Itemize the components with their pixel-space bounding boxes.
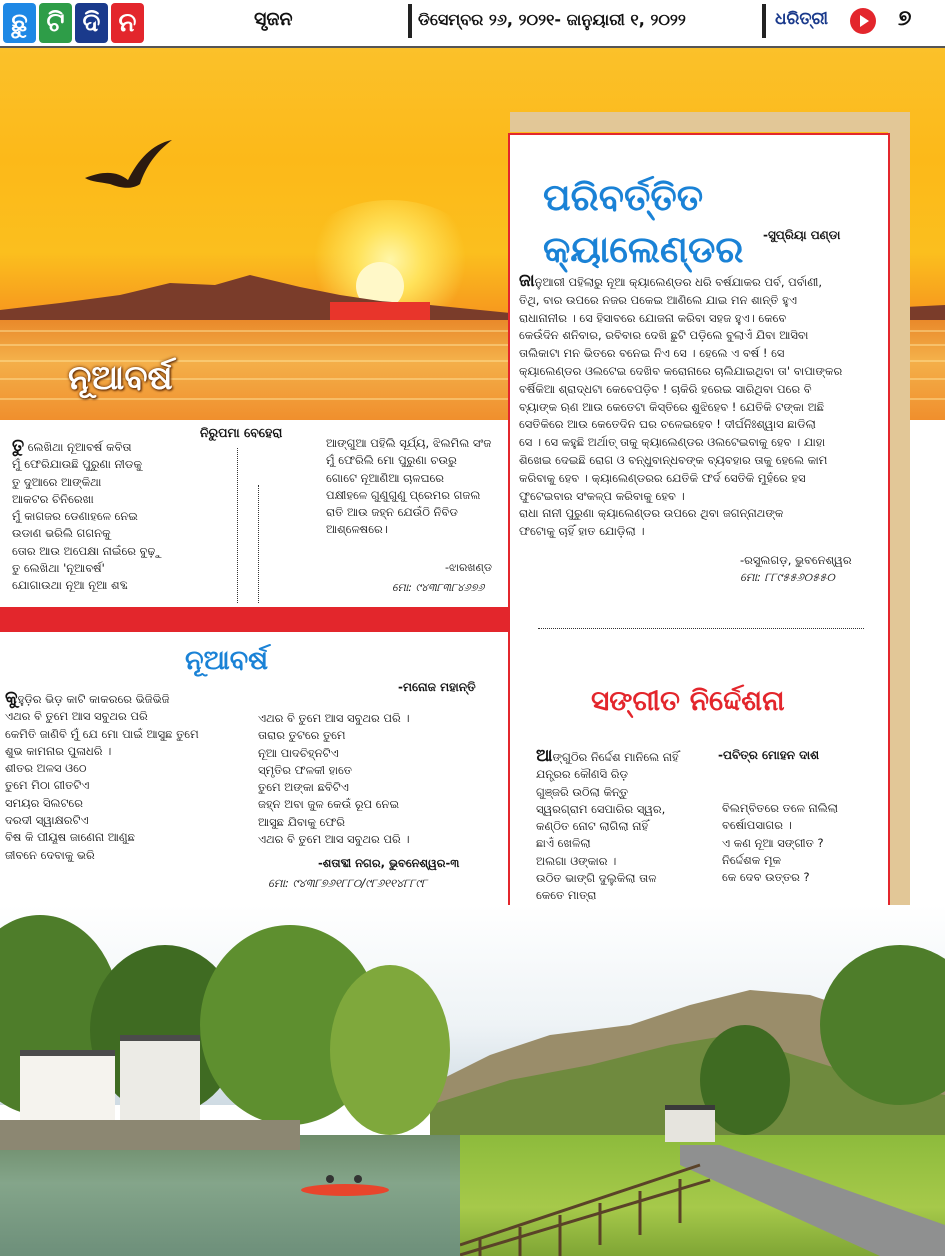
- poem-line: ଏ କଣ ନୂଆ ସଙ୍ଗୀତ ?: [722, 835, 824, 850]
- article1-place: -ରସୁଲଗଡ଼, ଭୁବନେଶ୍ୱର: [740, 553, 852, 567]
- poem-line: ଶୀତର ଅଳସ ଓଠେ: [5, 761, 87, 776]
- poem-line: ତାରାର ତୁଟରେ ତୁମେ: [258, 728, 346, 743]
- article1-title-line1: ପରିବର୍ତ୍ତିତ: [543, 176, 704, 219]
- poem-line: ତୁ ଲେଖିଥା 'ନୂଆବର୍ଷ': [12, 561, 105, 576]
- poem-line: ଶୁଭ କାମନାର ପୁଳାଧରି ।: [5, 743, 112, 758]
- article-line: ବର୍ଷିକିଆ ଶ୍ରାଦ୍ଧଟା କେବେପଡ଼ିବ ! ଚାକିରି ହରେଇ ସାରିଥିବା ପରେ ବି: [519, 381, 812, 396]
- poem-line: ଯୋଗାଉଥା ନୂଆ ନୂଆ ଶବ୍ଦ: [12, 578, 128, 593]
- tan-frame-top: [510, 112, 910, 132]
- poem1-place: -ଝାରଖଣ୍ଡ: [445, 561, 492, 574]
- article2-title: ସଙ୍ଗୀତ ନିର୍ଦ୍ଦେଶନା: [591, 684, 785, 717]
- article1-title: [543, 172, 743, 276]
- article-line: କରିବାକୁ ହେବ । କ୍ୟାଲେଣ୍ଡରର ଯେତିକି ଫର୍ଦ ସେତିକି ମୁହଁରେ ହସ: [519, 470, 806, 485]
- article-line: ରାଧାନାନୀର । ସେ ହିସାବରେ ଯୋଜନା କରିବା ସହଜ ହୁଏ। କେବେ: [519, 310, 787, 325]
- article-line: ଫୁଟେଇବାର ସଂକଳ୍ପ କରିବାକୁ ହେବ ।: [519, 488, 685, 503]
- drop-cap: ତୁ: [12, 436, 25, 456]
- poem-line: ଏଥର ବି ତୁମେ ଆସ ସବୁଥର ପରି: [5, 709, 148, 724]
- poem-nirupama: [0, 420, 510, 606]
- poem-line: ମୁଁ ଫେରିଲି ମୋ ପୁରୁଣା ଚଉରୁ: [326, 453, 457, 468]
- poem-line: ତୁ ଦୁଆରେ ଆଙ୍କିଥା: [12, 474, 102, 489]
- poem1-author: ନିରୁପମା ବେହେରା: [200, 425, 283, 440]
- poem-line: ଆସୁଛ ଯିବାକୁ ଫେରି: [258, 814, 346, 829]
- poem-line: ରାତି ଆଉ ଜହ୍ନ ଯେଉଁଠି ନିବିଡ: [326, 505, 458, 520]
- poem-line: ଜୀବନେ ଦେବାକୁ ଭରି: [5, 847, 95, 862]
- article-line: ଶିଖେଇ ଦେଇଛି ରୋଗ ଓ ବନ୍ଧୁବାନ୍ଧବଙ୍କ ବ୍ୟବହାର ତାକୁ ହେଲେ କାମ: [519, 452, 828, 467]
- poem-line: ଏଥର ବି ତୁମେ ଆସ ସବୁଥର ପରି ।: [258, 832, 410, 847]
- column-divider: [258, 485, 259, 603]
- poem-line: ମୁଁ ଫେରିଯାଉଛି ପୁରୁଣା ନୀଡକୁ: [12, 457, 142, 472]
- article-line: ତାଲିକାଟା ମନ ଭିତରେ ବନେଇ ନିଏ ସେ । ହେଲେ ଏ ବର୍ଷ ! ସେ: [519, 346, 785, 361]
- page-number: ୭: [898, 6, 912, 31]
- logo-tile-3: ଦି: [75, 3, 108, 43]
- article-line: ଜାନୁଆରୀ ପହିଲାରୁ ନୂଆ କ୍ୟାଲେଣ୍ଡର ଧରି ବର୍ଷଯାକର ପର୍ବ, ପର୍ବାଣୀ,: [519, 271, 823, 291]
- logo-tile-1: ଛୁ: [3, 3, 36, 43]
- poem-line: ଗୋଟେ ନୂଆଣିଆ ଚାଳଘରେ: [326, 470, 444, 485]
- article2-col2: [722, 800, 838, 886]
- poem-line: କେତେ ମାତ୍ରା: [536, 888, 597, 903]
- article-line: କ୍ୟାଲେଣ୍ଡର ଓଲଟେଇ ଦେଖିବ କରୋନାରେ ଚାଲିଯାଇଥିବା ତା' ବାପାଙ୍କର: [519, 363, 843, 378]
- column-divider: [237, 448, 238, 603]
- poem-line: ଜହ୍ନ ଅବା ଜୁଳ କେଉଁ ରୂପ ନେଇ: [258, 797, 400, 812]
- poem-line: ନିର୍ଦ୍ଦେଶକ ମୂକ: [722, 852, 781, 867]
- article-line: ସେତିକିରେ ଆଉ କେତେଦିନ ଘର ଚଳେଇହେବ ! ଦୀର୍ଘନିଃଶ୍ୱାସ ଛାଡିଲା: [519, 417, 816, 432]
- poem-line: ନୂଆ ପାଦଚିହ୍ନଟିଏ: [258, 745, 339, 760]
- drop-cap: ଆ: [536, 746, 553, 766]
- poem-line: ପକ୍ଷୀହଳେ ଗୁଣୁଗୁଣୁ ପ୍ରେମର ଗଜଲ: [326, 487, 481, 502]
- header-divider-left: [408, 4, 412, 38]
- article-separator: [538, 628, 864, 629]
- article-line: ସେ । ସେ କହୁଛି ଅର୍ଥାତ୍ ତାକୁ କ୍ୟାଲେଣ୍ଡର ଓଲଟେଇବାକୁ ହେବ । ଯାହା: [519, 435, 826, 450]
- drop-cap: ଜା: [519, 271, 535, 291]
- article1-body: [519, 273, 874, 541]
- poem-line: ଗୁଞ୍ଜରି ଉଠିଲା କିନ୍ତୁ: [536, 784, 629, 799]
- poem-line: ଆକଟର ଚିନିରେଖା: [12, 491, 94, 506]
- issue-date: ଡିସେମ୍ବର ୨୬, ୨୦୨୧- ଜାନୁୟାରୀ ୧, ୨୦୨୨: [418, 10, 686, 29]
- poem-line: କୁହୁଡ଼ିର ଭିଡ଼ କାଟି କାକରରେ ଭିଜିଭିଜି: [5, 688, 170, 708]
- poem-line: ଯନ୍ତ୍ରର କୌଣସି ରିଡ଼: [536, 767, 628, 782]
- poem-line: ବିଷ କି ପୀୟୂଷ ଜାଣେନା ଆଣୁଛ: [5, 830, 135, 845]
- poem2-col1: [5, 690, 199, 864]
- section-name: ସୃଜନ: [254, 8, 293, 30]
- article-line: କେଉଁଦିନ ଶନିବାର, ରବିବାର ଦେଖି ଛୁଟି ପଡ଼ିଲେ ବୁଲାଏଁ ଯିବା ଆସିବା: [519, 328, 809, 343]
- poem-line: ଉଡାଣ ଭରିଲି ଗଗନକୁ: [12, 526, 111, 541]
- article2-author: -ପବିତ୍ର ମୋହନ ଦାଶ: [718, 748, 820, 762]
- poem-line: ତୁ ଲେଖିଥା ନୂଆବର୍ଷ କବିତା: [12, 436, 132, 456]
- poem-line: ଆଶ୍ଳେଷରେ।: [326, 522, 388, 537]
- article-line: ରାଧା ନାନୀ ପୁରୁଣା କ୍ୟାଲେଣ୍ଡର ଉପରେ ଥିବା ଜଗନ୍ନାଥଙ୍କ: [519, 506, 784, 521]
- poem2-place: -ଶତାବ୍ଦୀ ନଗର, ଭୁବନେଶ୍ୱର-୩: [318, 856, 460, 870]
- article1-title-line2: କ୍ୟାଲେଣ୍ଡର: [543, 228, 744, 271]
- masthead: [0, 0, 945, 48]
- play-icon: [850, 8, 876, 34]
- poem-line: ଆଙ୍ଗୁଆ ପହିଲି ସୂର୍ଯ୍ୟ, ଝିଲମିଲ ସଂଜ: [326, 436, 492, 450]
- article-line: ତିଥି, ବାର ଉପରେ ନଜର ପକେଇ ଆଣିଲେ ଯାଇ ମନ ଶାନ୍ତି ହୁଏ: [519, 292, 797, 307]
- brand-logo: ଧରିତ୍ରୀ: [775, 9, 829, 29]
- red-band: [0, 607, 510, 632]
- poem1-col2: [326, 435, 491, 539]
- poem-line: କଣ୍ଠିତ ନୋଟ ଲାଗିଲା ନାହିଁ: [536, 819, 649, 834]
- poem-line: ସ୍ୱରଗ୍ରାମ ସେପାରିର ସ୍ୱର,: [536, 801, 666, 816]
- poem1-col1: [12, 438, 162, 595]
- poem-line: ମୁଁ କାଗଜର ଡେଣାହଳେ ନେଇ: [12, 509, 138, 524]
- poem2-title: ନୂଆବର୍ଷ: [185, 645, 269, 676]
- poem1-phone: ମୋ: ୯୪୩୮୩୮୪୬୭୬: [392, 581, 485, 594]
- logo-tile-2: ଟି: [39, 3, 72, 43]
- poem-line: ଉଠିତ ଭାଙ୍ଗି ଦୁଲୁକିଲା ତାଳ: [536, 871, 657, 886]
- poem-line: ବିଲମ୍ବିତରେ ତଳେ ନାଲିଲା: [722, 801, 839, 815]
- poem-line: ତୁମେ ଅଙ୍କା ଛବିଟିଏ: [258, 780, 349, 795]
- article-line: ଫଟୋକୁ ଚାହିଁ ହାତ ଯୋଡ଼ିଲା ।: [519, 524, 645, 539]
- poem-line: ସମୟର ସିଲଟରେ: [5, 795, 83, 810]
- poem2-phone: ମୋ: ୯୪୩୮୭୬୧୮୮୦/୯୮୬୧୧୪୮୮୯୮: [268, 876, 428, 890]
- tan-frame-side: [888, 112, 910, 987]
- poem-line: ସ୍ମୃତିର ଫଳକୀ ହାତେ: [258, 762, 352, 777]
- poem-line: ତୁମେ ମିଠା ଗୀତଟିଏ: [5, 778, 90, 793]
- poem-line: ଦରଦୀ ସ୍ୱାକ୍ଷରଟିଏ: [5, 813, 89, 828]
- article-line: ବ୍ୟାଙ୍କ ଋଣ ଆଉ କେତେଟା କିସ୍ତିରେ ଶୁଝିହେବ ! ଯେତିକି ଟଙ୍କା ଅଛି: [519, 399, 825, 414]
- article1-phone: ମୋ: ୮୮୯୫୫୬୦୫୫୦: [740, 570, 835, 584]
- logo-tile-4: ନ: [111, 3, 144, 43]
- seagull-icon: [80, 130, 180, 200]
- poem-line: ଏଥର ବି ତୁମେ ଆସ ସବୁଥର ପରି ।: [258, 711, 410, 725]
- poem-line: କେମିତି ଜାଣିବି ମୁଁ ଯେ ମୋ ପାଇଁ ଆସୁଛ ତୁମେ: [5, 726, 199, 741]
- poem-line: ଛାଏଁ ଖେଳିଲା: [536, 836, 591, 851]
- poem2-col2: [258, 710, 410, 848]
- poem-line: ତୋର ଆଉ ଅପେକ୍ଷା ନାଇଁରେ ବୁଢ଼ୁ: [12, 543, 162, 558]
- poem-line: ବର୍ଷୋପସାଗର ।: [722, 818, 792, 833]
- poem2-author: -ମନୋଜ ମହାନ୍ତି: [398, 680, 476, 694]
- photo-title: ନୂଆବର୍ଷ: [68, 358, 173, 398]
- drop-cap: କୁ: [5, 688, 18, 708]
- poem-line: ଆଙ୍ଗୁଠିର ନିର୍ଦ୍ଦେଶ ମାନିଲେ ନାହିଁ: [536, 746, 679, 766]
- poem-line: ଅଲଗା ଓଙ୍କାର ।: [536, 853, 617, 868]
- header-divider-right: [762, 4, 766, 38]
- poem-line: କେ ଦେବ ଉତ୍ତର ?: [722, 870, 810, 885]
- article1-author: -ସୁପ୍ରିୟା ପଣ୍ଡା: [763, 228, 841, 242]
- landscape-photo: [0, 905, 945, 1256]
